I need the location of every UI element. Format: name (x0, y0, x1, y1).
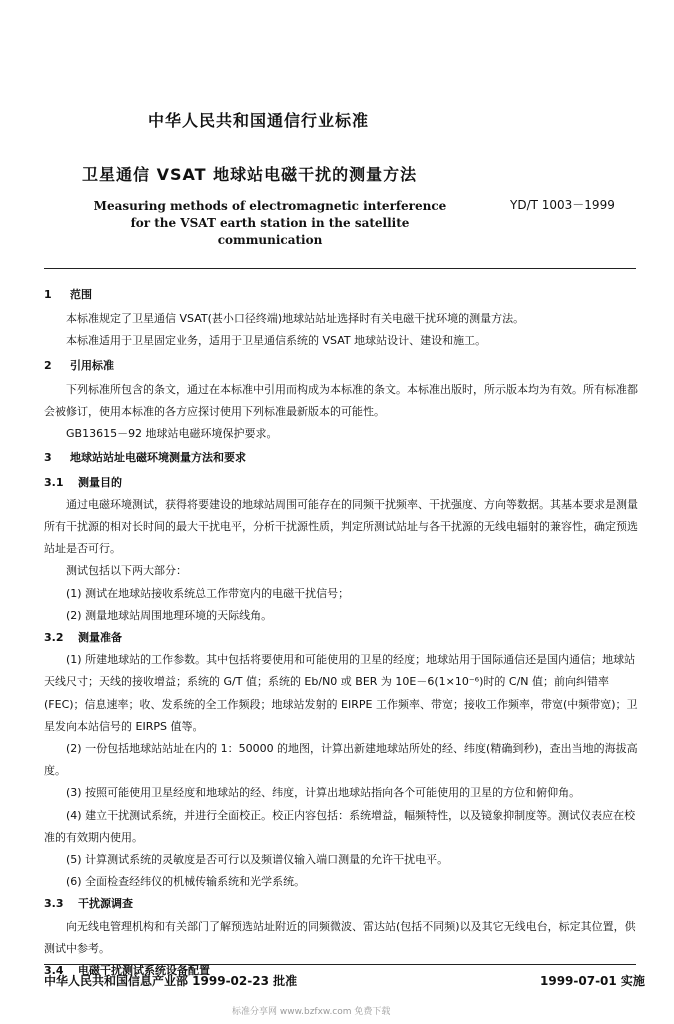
section-3-1-heading (44, 472, 640, 494)
section-3-2-item-5: (5) 计算测试系统的灵敏度是否可行以及频谱仪输入端口测量的允许干扰电平。 (66, 853, 449, 867)
section-3-2-item-3: (3) 按照可能使用卫星经度和地球站的经、纬度，计算出地球站指向各个可能使用的卫星的方位和俯仰角。 (66, 786, 581, 800)
section-3-2-item-1: (1) 所建地球站的工作参数。其中包括将要使用和可能使用的卫星的经度；地球站用于国际通信还是国内通信；地球站天线尺寸；天线的接收增益；系统的 G/T 值；系统的 Eb/N0 或 BER 为 10E－6(1×10⁻⁶)时的 C/N 值；前向纠错率(FEC)；信息速率；收、发系统的全工作频段；地球站发射的 EIRPE 工作频率、带宽；接收工作频率，带宽(中频带宽)；卫星发向本站信号的 EIRPS 值等。 (44, 653, 638, 733)
header-divider (44, 268, 636, 269)
standard-title-en-line2: for the VSAT earth station in the satellite communication (130, 216, 410, 247)
issuer-approval: 中华人民共和国信息产业部 1999-02-23 批准 (44, 974, 298, 988)
section-2-heading (44, 355, 640, 377)
section-3-3-number: 3.3 (44, 897, 64, 911)
section-3-2-title: 测量准备 (78, 631, 122, 645)
organization-header: 中华人民共和国通信行业标准 (148, 111, 370, 130)
watermark-text: 标准分享网 www.bzfxw.com 免费下载 (232, 1007, 391, 1017)
section-3-2-item-6: (6) 全面检查经纬仪的机械传输系统和光学系统。 (66, 875, 306, 889)
section-3-1-paragraph-1: 通过电磁环境测试，获得将要建设的地球站周围可能存在的同频干扰频率、干扰强度、方向等数据。其基本要求是测量所有干扰源的相对长时间的最大干扰电平，分析干扰源性质，判定所测试站址与各干扰源的无线电辐射的兼容性，确定预选站址是否可行。 (44, 497, 638, 556)
section-2-paragraph-2: GB13615－92 地球站电磁环境保护要求。 (66, 427, 278, 441)
section-3-1-item-2: (2) 测量地球站周围地理环境的天际线角。 (66, 608, 273, 622)
section-3-heading (44, 447, 640, 469)
section-3-2-item-4: (4) 建立干扰测试系统，并进行全面校正。校正内容包括：系统增益，幅频特性，以及镜象抑制度等。测试仪表应在校准的有效期内使用。 (44, 808, 636, 844)
section-3-4-title: 电磁干扰测试系统设备配置 (78, 964, 210, 978)
section-3-2-number: 3.2 (44, 631, 64, 645)
section-2-title: 引用标准 (70, 358, 114, 372)
standard-code: YD/T 1003－1999 (510, 198, 615, 212)
section-3-1-item-1: (1) 测试在地球站接收系统总工作带宽内的电磁干扰信号； (66, 586, 350, 600)
section-3-3-paragraph-1: 向无线电管理机构和有关部门了解预选站址附近的同频微波、雷达站(包括不同频)以及其它无线电台，标定其位置，供测试中参考。 (44, 919, 636, 955)
section-2-paragraph-1: 下列标准所包含的条文，通过在本标准中引用而构成为本标准的条文。本标准出版时，所示版本均为有效。所有标准都会被修订，使用本标准的各方应探讨使用下列标准最新版本的可能性。 (44, 382, 638, 419)
section-3-1-paragraph-2: 测试包括以下两大部分： (66, 564, 187, 578)
section-1-heading (44, 284, 640, 306)
standard-title-en-line1: Measuring methods of electromagnetic interference (93, 199, 447, 213)
section-3-3-heading (44, 893, 640, 915)
footer-divider (44, 964, 636, 965)
section-1-number: 1 (44, 288, 52, 301)
section-3-4-number: 3.4 (44, 964, 64, 978)
document-body (44, 282, 640, 982)
standard-title-cn: 卫星通信 VSAT 地球站电磁干扰的测量方法 (82, 165, 418, 184)
section-3-1-title: 测量目的 (78, 475, 122, 489)
standard-title-en (80, 198, 460, 249)
section-3-2-item-2: (2) 一份包括地球站站址在内的 1：50000 的地图，计算出新建地球站所处的经、纬度(精确到秒)，查出当地的海拔高度。 (44, 742, 638, 778)
section-3-number: 3 (44, 451, 52, 465)
effective-date: 1999-07-01 实施 (540, 974, 645, 988)
section-3-3-title: 干扰源调查 (78, 897, 133, 911)
section-3-title: 地球站站址电磁环境测量方法和要求 (70, 451, 246, 465)
section-3-1-number: 3.1 (44, 475, 64, 489)
section-1-paragraph-2: 本标准适用于卫星固定业务，适用于卫星通信系统的 VSAT 地球站设计、建设和施工。 (66, 334, 487, 348)
section-3-2-heading (44, 627, 640, 649)
section-1-title: 范围 (70, 288, 92, 301)
section-2-number: 2 (44, 358, 52, 372)
section-1-paragraph-1: 本标准规定了卫星通信 VSAT(甚小口径终端)地球站站址选择时有关电磁干扰环境的测量方法。 (66, 312, 525, 326)
